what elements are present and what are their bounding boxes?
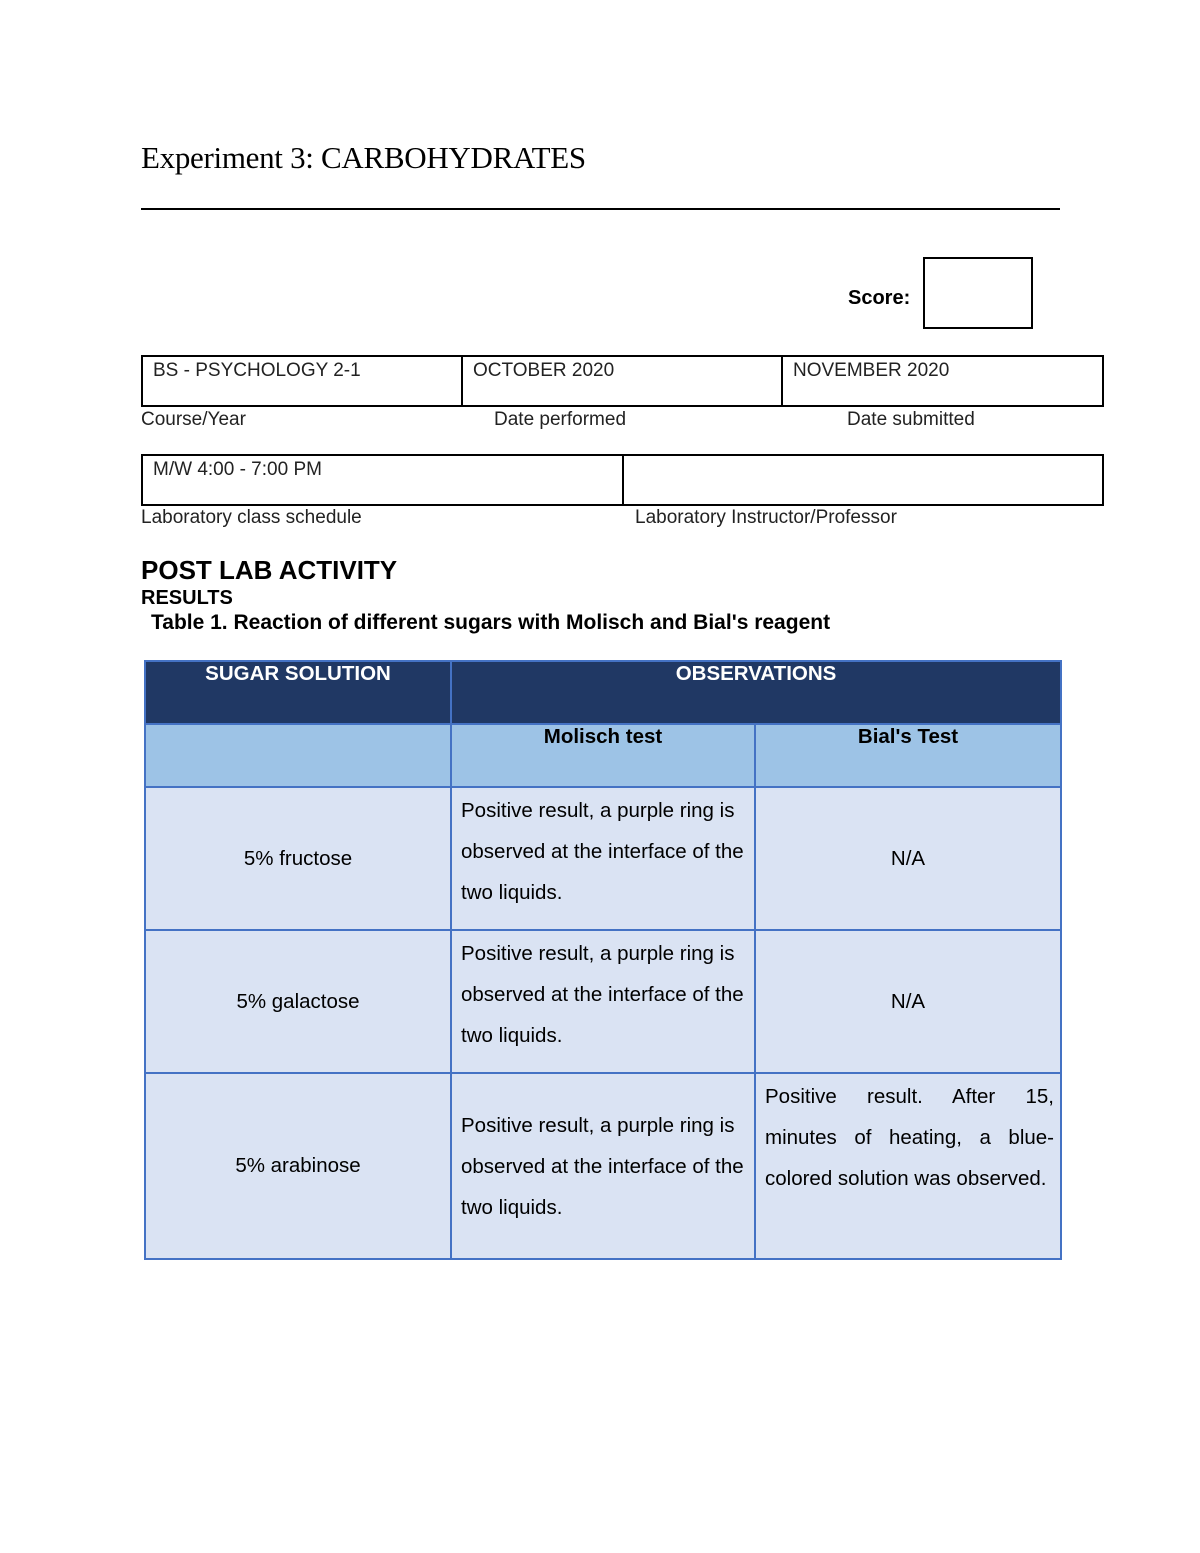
table-subheader-row <box>145 724 1061 787</box>
table-header-row <box>145 661 1061 724</box>
header-observations: OBSERVATIONS <box>451 661 1061 724</box>
date-performed-field[interactable]: OCTOBER 2020 <box>461 355 783 407</box>
molisch-cell: Positive result, a purple ring is observed at the interface of the two liquids. <box>451 787 755 930</box>
schedule-label: Laboratory class schedule <box>141 507 362 528</box>
date-submitted-label: Date submitted <box>847 409 975 430</box>
subheader-empty <box>145 724 451 787</box>
bial-cell: Positive result. After 15, minutes of heating, a blue-colored solution was observed. <box>755 1073 1061 1259</box>
table-row <box>145 1073 1061 1259</box>
page-title: Experiment 3: CARBOHYDRATES <box>141 140 586 175</box>
schedule-field[interactable]: M/W 4:00 - 7:00 PM <box>141 454 624 506</box>
table-row <box>145 787 1061 930</box>
bial-cell: N/A <box>755 787 1061 930</box>
sugar-cell: 5% galactose <box>145 930 451 1073</box>
header-sugar-solution: SUGAR SOLUTION <box>145 661 451 724</box>
subheader-bial: Bial's Test <box>755 724 1061 787</box>
table-row <box>145 930 1061 1073</box>
results-subheading: RESULTS <box>141 587 233 609</box>
molisch-cell: Positive result, a purple ring is observed at the interface of the two liquids. <box>451 930 755 1073</box>
date-submitted-field[interactable]: NOVEMBER 2020 <box>781 355 1104 407</box>
table-caption: Table 1. Reaction of different sugars with Molisch and Bial's reagent <box>151 611 831 634</box>
subheader-molisch: Molisch test <box>451 724 755 787</box>
title-divider <box>141 208 1060 210</box>
sugar-cell: 5% arabinose <box>145 1073 451 1259</box>
date-performed-label: Date performed <box>494 409 627 430</box>
instructor-field[interactable] <box>622 454 1104 506</box>
results-table <box>144 660 1062 1260</box>
score-label: Score: <box>848 287 911 309</box>
section-heading: POST LAB ACTIVITY <box>141 555 398 585</box>
score-field[interactable] <box>923 257 1033 329</box>
sugar-cell: 5% fructose <box>145 787 451 930</box>
course-year-label: Course/Year <box>141 409 246 430</box>
course-year-field[interactable]: BS - PSYCHOLOGY 2-1 <box>141 355 463 407</box>
molisch-cell: Positive result, a purple ring is observed at the interface of the two liquids. <box>451 1073 755 1259</box>
bial-cell: N/A <box>755 930 1061 1073</box>
instructor-label: Laboratory Instructor/Professor <box>635 507 897 528</box>
